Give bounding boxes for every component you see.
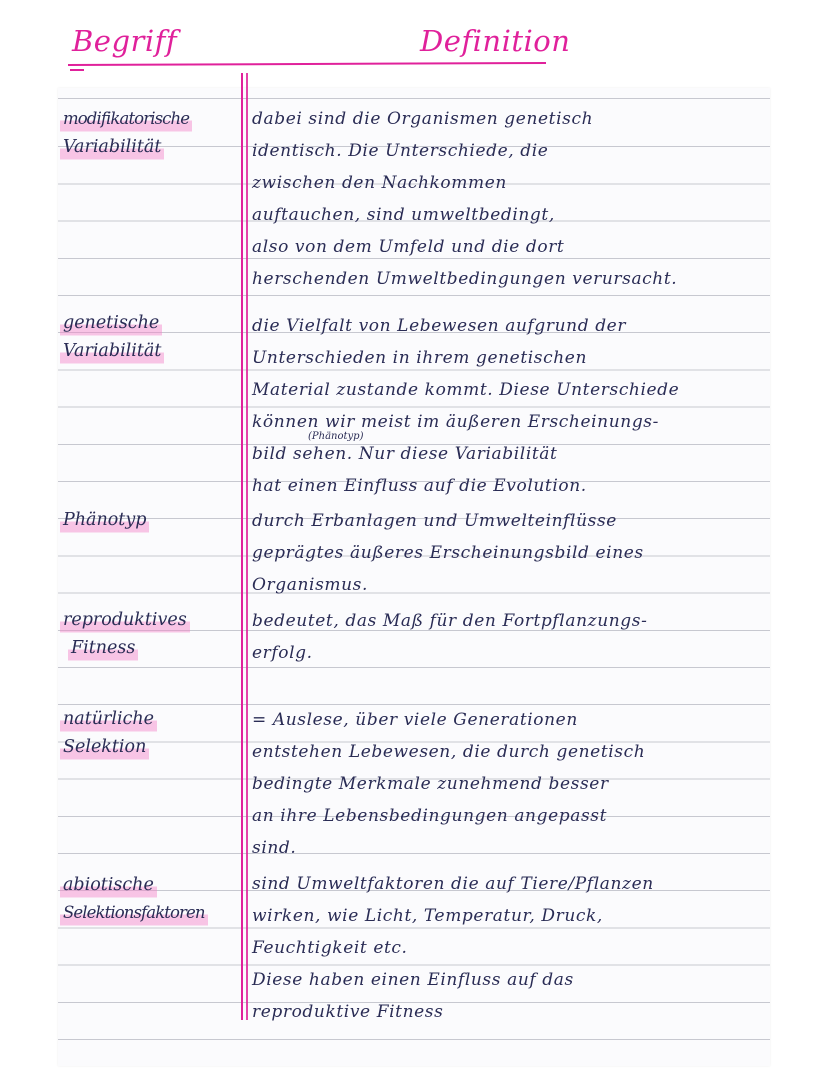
term-genetische-variabilitaet bbox=[60, 310, 245, 366]
definition-line: herschenden Umweltbedingungen verursacht. bbox=[252, 269, 678, 289]
definition-line: entstehen Lebewesen, die durch genetisch bbox=[252, 742, 646, 762]
header-underline bbox=[68, 62, 546, 66]
term-line: abiotische bbox=[60, 870, 157, 900]
definition-line: = Auslese, über viele Generationen bbox=[252, 710, 578, 730]
term-abiotische-selektionsfaktoren bbox=[60, 872, 245, 928]
definition-line: wirken, wie Licht, Temperatur, Druck, bbox=[252, 906, 603, 926]
definition-line: an ihre Lebensbedingungen angepasst bbox=[252, 806, 608, 826]
definition-line: durch Erbanlagen und Umwelteinflüsse bbox=[252, 511, 617, 531]
term-line: reproduktives bbox=[60, 605, 190, 635]
definition-line: können wir meist im äußeren Erscheinungs- bbox=[252, 412, 659, 432]
definition-line: sind. bbox=[252, 838, 297, 858]
term-line: Phänotyp bbox=[60, 505, 149, 535]
definition-line: sind Umweltfaktoren die auf Tiere/Pflanzen bbox=[252, 874, 654, 894]
term-line: Fitness bbox=[68, 633, 138, 663]
definition-line: Feuchtigkeit etc. bbox=[252, 938, 408, 958]
definition-line: zwischen den Nachkommen bbox=[252, 173, 507, 193]
definition-line: dabei sind die Organismen genetisch bbox=[252, 109, 594, 129]
definition-reproduktives-fitness bbox=[252, 605, 792, 669]
column-divider-second-stroke bbox=[246, 73, 248, 1020]
definition-line: erfolg. bbox=[252, 643, 313, 663]
term-modifikatorische-variabilitaet bbox=[60, 106, 245, 162]
definition-line: bedeutet, das Maß für den Fortpflanzungs- bbox=[252, 611, 648, 631]
definition-line: bild sehen. Nur diese Variabilität bbox=[252, 444, 558, 464]
term-line: natürliche bbox=[60, 704, 157, 734]
term-line: Selektion bbox=[60, 732, 149, 762]
definition-genetische-variabilitaet bbox=[252, 310, 792, 502]
column-header-term: Begriff bbox=[72, 24, 178, 58]
definition-line: Material zustande kommt. Diese Unterschiede bbox=[252, 380, 680, 400]
definition-line: bedingte Merkmale zunehmend besser bbox=[252, 774, 609, 794]
term-reproduktives-fitness bbox=[60, 607, 245, 663]
definition-line: hat einen Einfluss auf die Evolution. bbox=[252, 476, 587, 496]
term-phaenotyp bbox=[60, 507, 245, 535]
definition-line: also von dem Umfeld und die dort bbox=[252, 237, 565, 257]
definition-line: identisch. Die Unterschiede, die bbox=[252, 141, 549, 161]
definition-line: auftauchen, sind umweltbedingt, bbox=[252, 205, 555, 225]
header-underline-tick bbox=[70, 69, 84, 71]
term-line: Selektionsfaktoren bbox=[60, 898, 208, 928]
phaenotyp-annotation: (Phänotyp) bbox=[308, 431, 364, 442]
definition-modifikatorische-variabilitaet bbox=[252, 103, 792, 295]
definition-abiotische-selektionsfaktoren bbox=[252, 868, 792, 1028]
term-natuerliche-selektion bbox=[60, 706, 245, 762]
definition-line: Unterschieden in ihrem genetischen bbox=[252, 348, 587, 368]
definition-line: geprägtes äußeres Erscheinungsbild eines bbox=[252, 543, 644, 563]
definition-line: die Vielfalt von Lebewesen aufgrund der bbox=[252, 316, 627, 336]
column-header-definition: Definition bbox=[420, 24, 571, 58]
term-line: Variabilität bbox=[60, 132, 164, 162]
definition-natuerliche-selektion bbox=[252, 704, 792, 864]
term-line: genetische bbox=[60, 308, 162, 338]
definition-line: Organismus. bbox=[252, 575, 368, 595]
definition-phaenotyp bbox=[252, 505, 792, 601]
term-line: modifikatorische bbox=[60, 104, 192, 134]
definition-line: reproduktive Fitness bbox=[252, 1002, 444, 1022]
definition-line: Diese haben einen Einfluss auf das bbox=[252, 970, 574, 990]
term-line: Variabilität bbox=[60, 336, 164, 366]
